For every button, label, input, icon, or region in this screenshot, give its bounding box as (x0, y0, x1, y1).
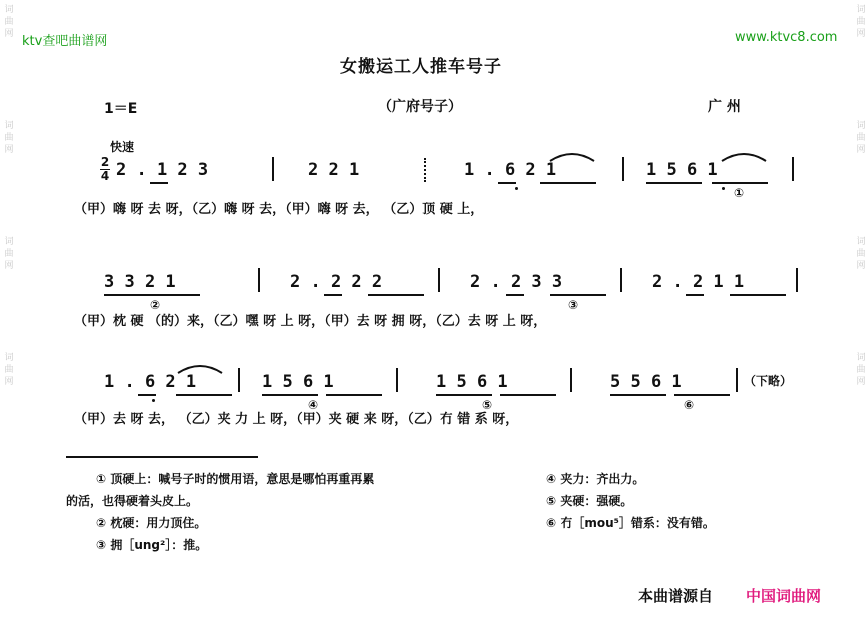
underline (104, 294, 200, 296)
slur-arc (720, 150, 768, 162)
footnote-marker: ④ (308, 398, 319, 412)
key-signature: 1＝E (104, 101, 138, 117)
footnote-3: ③ 拥［ung²］：推。 (96, 538, 208, 552)
underline (176, 394, 232, 396)
time-signature: 2 4 (100, 155, 110, 183)
low-octave-dot (152, 399, 155, 402)
barline (796, 268, 798, 292)
underline (262, 394, 318, 396)
measure-3-3: 1 5 6 1 (436, 372, 508, 392)
barline (792, 157, 794, 181)
underline (368, 294, 424, 296)
measure-1-3: 1 . 6 2 1 (464, 160, 557, 180)
breath-bar (424, 158, 426, 182)
underline (686, 294, 704, 296)
barline (438, 268, 440, 292)
footnote-1-cont: 的活，也得硬着头皮上。 (66, 494, 199, 508)
underline (150, 182, 168, 184)
underline (610, 394, 666, 396)
barline (238, 368, 240, 392)
underline (674, 394, 730, 396)
underline (712, 182, 768, 184)
barline (396, 368, 398, 392)
watermark-left: 词 曲 网 词 曲 网 词 曲 网 词 曲 网 (4, 5, 14, 387)
low-octave-dot (722, 187, 725, 190)
barline (258, 268, 260, 292)
site-name-left: ktv查吧曲谱网 (22, 34, 108, 49)
page-title: 女搬运工人推车号子 (340, 57, 502, 77)
footnote-1: ① 顶硬上：喊号子时的惯用语，意思是哪怕再重再累 (96, 472, 375, 486)
underline (540, 182, 596, 184)
lyrics-line-2: （甲）枕 硬 （的）来，（乙）嘿 呀 上 呀，（甲）去 呀 拥 呀，（乙）去 呀 上 呀， (74, 314, 547, 329)
slur-arc (548, 150, 596, 162)
underline (730, 294, 786, 296)
measure-1-4: 1 5 6 1 (646, 160, 718, 180)
measure-2-4: 2 . 2 1 1 (652, 272, 745, 292)
barline (620, 268, 622, 292)
footnote-marker: ⑥ (684, 398, 695, 412)
measure-1-1: 2 . 1 2 3 (116, 160, 209, 180)
measure-3-2: 1 5 6 1 (262, 372, 334, 392)
tempo-marking: 快速 (110, 140, 135, 154)
low-octave-dot (515, 187, 518, 190)
underline (550, 294, 606, 296)
omitted-remainder: （下略） (744, 374, 793, 388)
underline (506, 294, 524, 296)
barline (570, 368, 572, 392)
footnote-marker: ⑤ (482, 398, 493, 412)
barline (736, 368, 738, 392)
underline (500, 394, 556, 396)
underline (326, 394, 382, 396)
measure-3-4: 5 5 6 1 (610, 372, 682, 392)
underline (436, 394, 492, 396)
measure-2-3: 2 . 2 3 3 (470, 272, 563, 292)
watermark-right: 词 曲 网 词 曲 网 词 曲 网 词 曲 网 (856, 5, 866, 387)
footnote-marker: ① (734, 186, 745, 200)
source-label: 本曲谱源自 (638, 587, 714, 605)
footnote-divider (66, 456, 258, 458)
underline (498, 182, 516, 184)
footnote-marker: ② (150, 298, 161, 312)
footnote-5: ⑤ 夹硬：强硬。 (546, 494, 633, 508)
measure-3-1: 1 . 6 2 1 (104, 372, 197, 392)
footnote-2: ② 枕硬：用力顶住。 (96, 516, 207, 530)
footnote-6: ⑥ 冇［mou⁵］错系：没有错。 (546, 516, 715, 530)
underline (138, 394, 156, 396)
measure-1-2: 2 2 1 (308, 160, 360, 180)
slur-arc (176, 362, 224, 374)
genre-label: （广府号子） (378, 99, 462, 115)
underline (646, 182, 702, 184)
footnote-4: ④ 夹力：齐出力。 (546, 472, 645, 486)
lyrics-line-1: （甲）嗨 呀 去 呀，（乙）嗨 呀 去，（甲）嗨 呀 去， （乙）顶 硬 上， (74, 202, 484, 217)
measure-2-1: 3 3 2 1 (104, 272, 176, 292)
underline (324, 294, 342, 296)
region-label: 广 州 (708, 99, 741, 115)
source-brand[interactable]: 中国词曲网 (746, 587, 822, 605)
barline (622, 157, 624, 181)
barline (272, 157, 274, 181)
footnote-marker: ③ (568, 298, 579, 312)
measure-2-2: 2 . 2 2 2 (290, 272, 383, 292)
lyrics-line-3: （甲）去 呀 去， （乙）夹 力 上 呀，（甲）夹 硬 来 呀，（乙）冇 错 系 呀， (74, 412, 519, 427)
site-url-right: www.ktvc8.com (735, 30, 838, 45)
